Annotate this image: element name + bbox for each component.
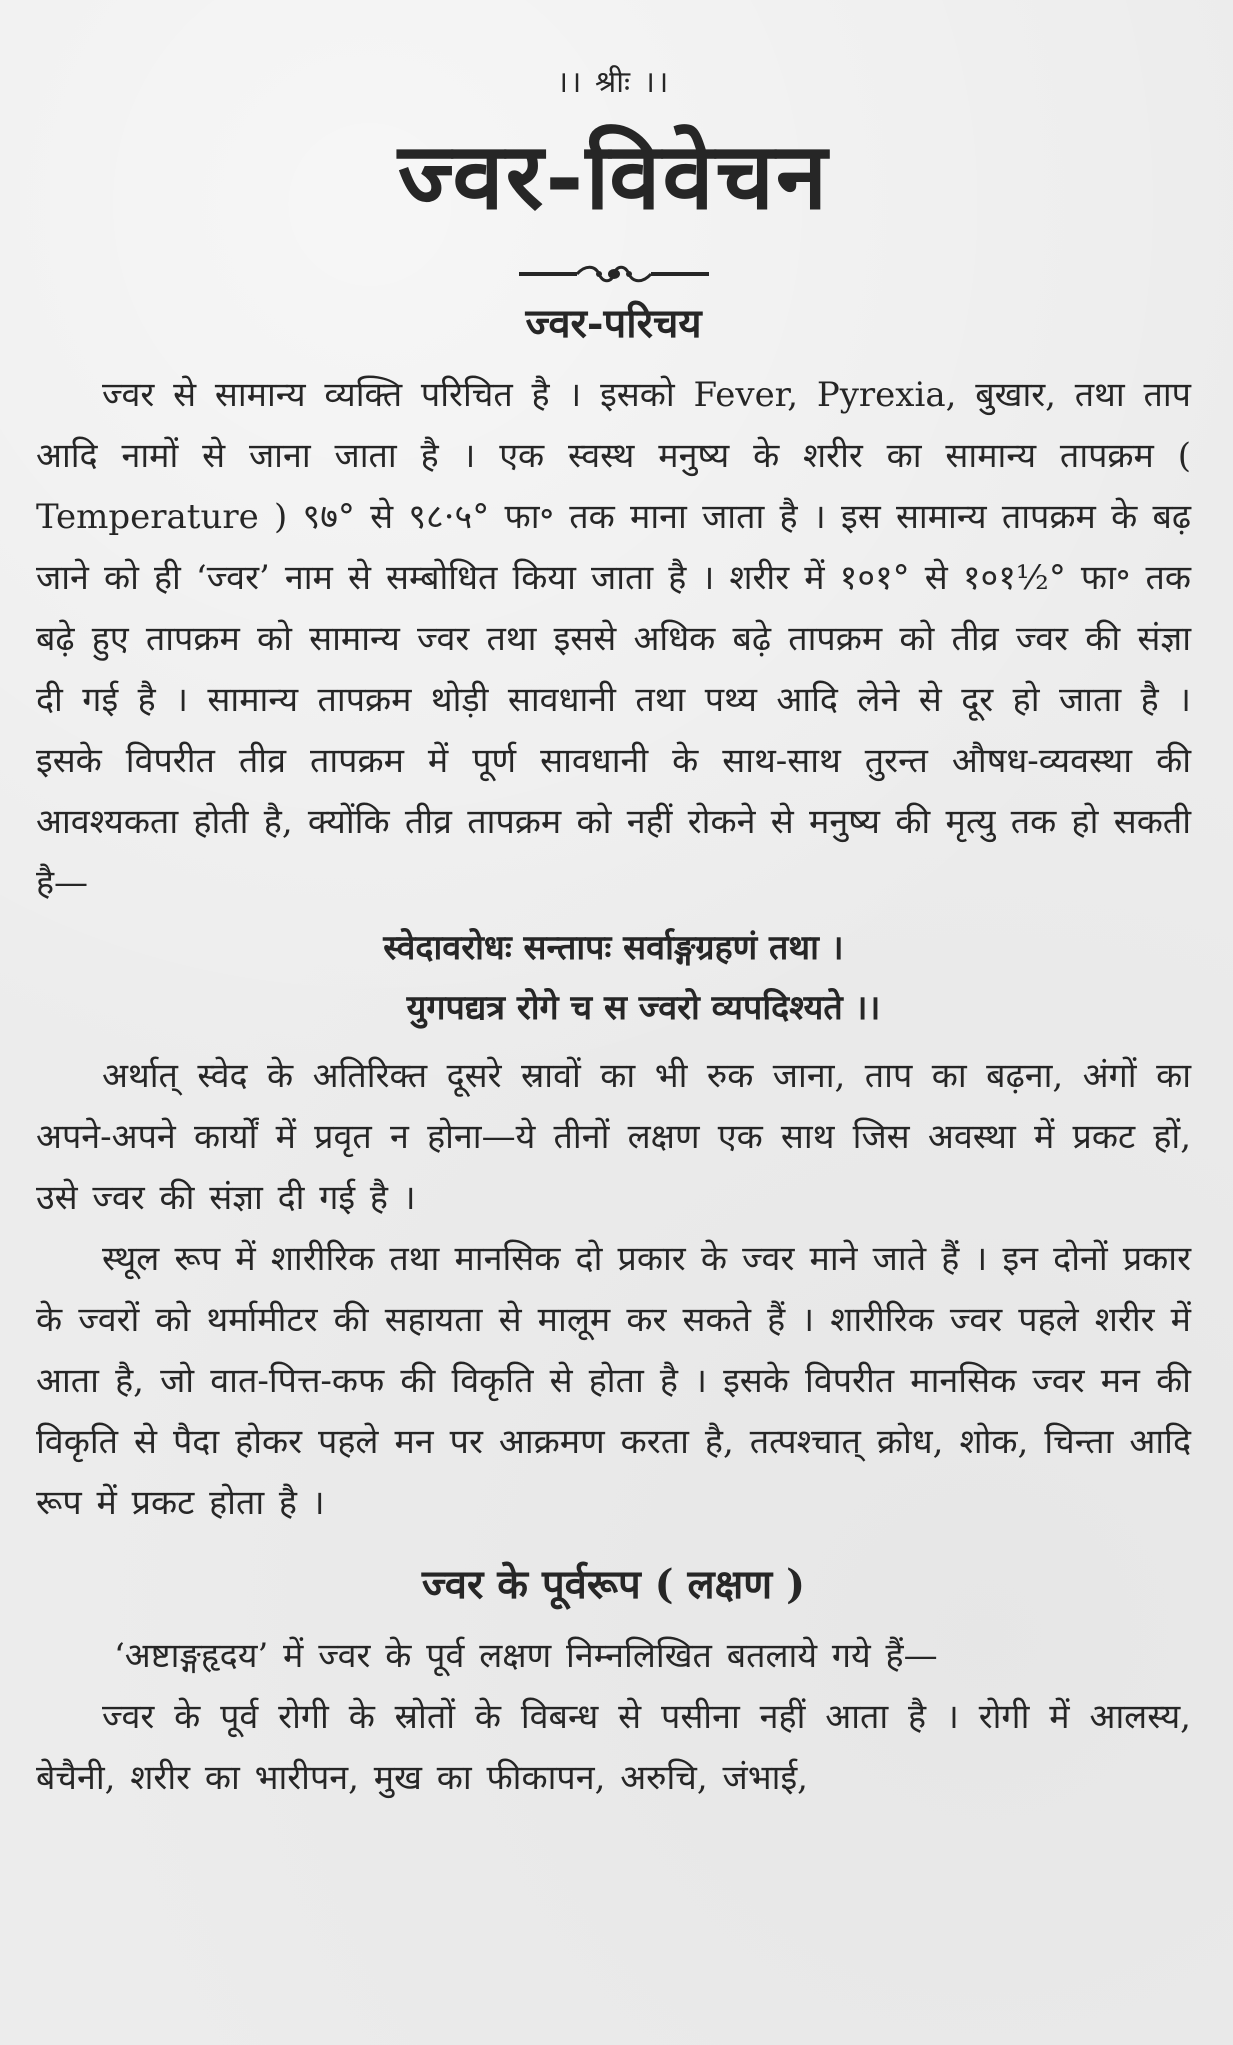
introduction-section xyxy=(36,295,1191,1534)
invocation-line: ।। श्रीः ।। xyxy=(556,65,671,100)
introduction-paragraph-1: ज्वर से सामान्य व्यक्ति परिचित है । इसको Fever, Pyrexia, बुखार, तथा ताप आदि नामों से जाना जाता है । एक स्वस्थ मनुष्य के शरीर का सामान्य तापक्रम ( Temperature ) ९७° से ९८·५° फा॰ तक माना जाता है । इस सामान्य तापक्रम के बढ़ जाने को ही ‘ज्वर’ नाम से सम्बोधित किया जाता है । शरीर में १०१° से १०१½° फा॰ तक बढ़े हुए तापक्रम को सामान्य ज्वर तथा इससे अधिक बढ़े तापक्रम को तीव्र ज्वर की संज्ञा दी गई है । सामान्य तापक्रम थोड़ी सावधानी तथा पथ्य आदि लेने से दूर हो जाता है । इसके विपरीत तीव्र तापक्रम में पूर्ण सावधानी के साथ-साथ तुरन्त औषध-व्यवस्था की आवश्यकता होती है, क्योंकि तीव्र तापक्रम को नहीं रोकने से मनुष्य की मृत्यु तक हो सकती है— xyxy=(36,375,1191,903)
introduction-paragraph-2: अर्थात् स्वेद के अतिरिक्त दूसरे स्रावों का भी रुक जाना, ताप का बढ़ना, अंगों का अपने-अपने कार्यों में प्रवृत न होना—ये तीनों लक्षण एक साथ जिस अवस्था में प्रकट हों, उसे ज्वर की संज्ञा दी गई है । xyxy=(36,1056,1191,1218)
section-heading-prodromal: ज्वर के पूर्वरूप ( लक्षण ) xyxy=(421,1561,806,1608)
verse-line-1: स्वेदावरोधः सन्तापः सर्वाङ्गग्रहणं तथा । xyxy=(383,928,844,968)
sanskrit-verse xyxy=(36,918,1191,1038)
title-ornament xyxy=(519,263,709,285)
prodromal-section xyxy=(36,1556,1191,1809)
introduction-paragraph-3: स्थूल रूप में शारीरिक तथा मानसिक दो प्रकार के ज्वर माने जाते हैं । इन दोनों प्रकार के ज्वरों को थर्मामीटर की सहायता से मालूम कर सकते हैं । शारीरिक ज्वर पहले शरीर में आता है, जो वात-पित्त-कफ की विकृति से होता है । इसके विपरीत मानसिक ज्वर मन की विकृति से पैदा होकर पहले मन पर आक्रमण करता है, तत्पश्चात् क्रोध, शोक, चिन्ता आदि रूप में प्रकट होता है । xyxy=(36,1239,1191,1523)
section-heading-introduction: ज्वर-परिचय xyxy=(525,300,702,347)
page-title: ज्वर-विवेचन xyxy=(397,122,830,230)
prodromal-paragraph-2: ज्वर के पूर्व रोगी के स्रोतों के विबन्ध से पसीना नहीं आता है । रोगी में आलस्य, बेचैनी, शरीर का भारीपन, मुख का फीकापन, अरुचि, जंभाई, xyxy=(36,1697,1191,1798)
prodromal-paragraph-1: ‘अष्टाङ्गहृदय’ में ज्वर के पूर्व लक्षण निम्नलिखित बतलाये गये हैं— xyxy=(114,1636,938,1676)
verse-line-2: युगपद्यत्र रोगे च स ज्वरो व्यपदिश्यते ।। xyxy=(406,988,881,1028)
